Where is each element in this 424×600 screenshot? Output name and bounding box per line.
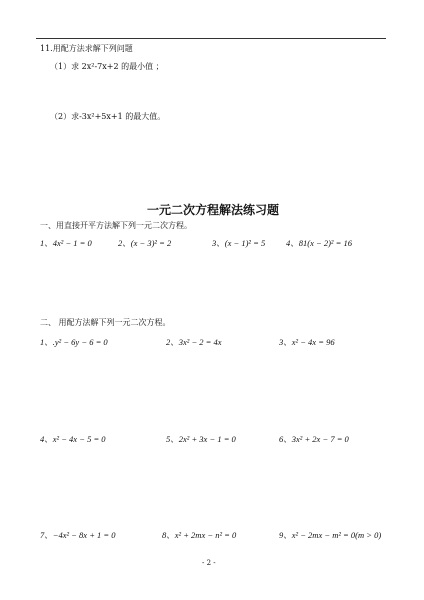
s1-item-2: 2、(x − 3)² = 2: [118, 238, 172, 248]
s2-item-7: 7、−4x² − 8x + 1 = 0: [40, 530, 116, 540]
s2-item-3: 3、x² − 4x = 96: [279, 337, 335, 347]
q11-heading: 11.用配方法求解下列问题: [40, 44, 133, 53]
page-title: 一元二次方程解法练习题: [147, 203, 280, 217]
s1-item-3: 3、(x − 1)² = 5: [212, 238, 266, 248]
section2-heading: 二、 用配方法解下列一元二次方程。: [40, 318, 171, 327]
s2-item-4: 4、x² − 4x − 5 = 0: [40, 434, 106, 444]
s2-item-6: 6、3x² + 2x − 7 = 0: [279, 434, 349, 444]
s2-item-9: 9、x² − 2mx − m² = 0(m > 0): [279, 530, 382, 540]
s2-item-5: 5、2x² + 3x − 1 = 0: [166, 434, 236, 444]
s1-item-1: 1、4x² − 1 = 0: [40, 238, 92, 248]
s2-item-1: 1、.y² − 6y − 6 = 0: [40, 337, 108, 347]
page-number: - 2 -: [202, 559, 216, 567]
s1-item-4: 4、81(x − 2)² = 16: [286, 238, 352, 248]
header-rule: [36, 38, 386, 39]
s2-item-2: 2、3x² − 2 = 4x: [166, 337, 222, 347]
q11-part1: （1）求 2x²-7x+2 的最小值 ；: [50, 62, 164, 71]
q11-part2: （2）求-3x²+5x+1 的最大值。: [50, 112, 166, 121]
s2-item-8: 8、x² + 2mx − n² = 0: [162, 530, 237, 540]
section1-heading: 一、用直接开平方法解下列一元二次方程。: [40, 221, 192, 230]
